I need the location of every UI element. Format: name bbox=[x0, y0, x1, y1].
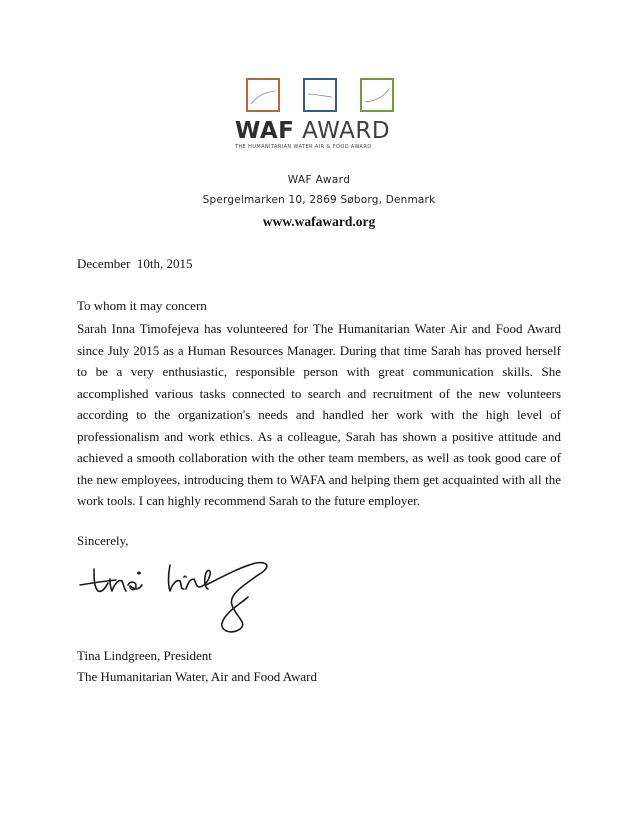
letter-closing: Sincerely, bbox=[77, 533, 129, 548]
logo-wordmark-bold: WAF bbox=[235, 118, 295, 144]
letter-body: Sarah Inna Timofejeva has volunteered for The Humanitarian Water Air and Food Award since July 2015 as a Human Resources Manager. During that time Sarah has proved herself to be a very enthusiastic, responsible person with great communication skills. She accomplished various tasks connected to search and recruitment of the new volunteers according to the organization's needs and handled her work with the high level of professionalism and work ethics. As a colleague, Sarah has shown a positive attitude and achieved a smooth collaboration with the other team members, as well as took good care of the new employees, introducing them to WAFA and helping them get acquainted with all the work tools. I can highly recommend Sarah to the future employer. bbox=[77, 321, 561, 508]
handwritten-signature bbox=[72, 555, 282, 637]
organization-name: WAF Award bbox=[287, 174, 351, 186]
letter-salutation: To whom it may concern bbox=[77, 298, 207, 313]
organization-website: www.wafaward.org bbox=[262, 214, 376, 229]
logo-box-orange bbox=[246, 78, 280, 112]
logo-wordmark-light: AWARD bbox=[302, 118, 391, 144]
logo-box-blue bbox=[303, 78, 337, 112]
letter-date: December 10th, 2015 bbox=[77, 256, 193, 271]
signer-name: Tina Lindgreen, President bbox=[77, 648, 212, 663]
logo-wordmark bbox=[235, 120, 390, 143]
signer-organization: The Humanitarian Water, Air and Food Award bbox=[77, 669, 317, 684]
logo-box-green bbox=[360, 78, 394, 112]
logo-boxes bbox=[246, 78, 396, 114]
curve-icon bbox=[248, 80, 278, 110]
waf-award-logo bbox=[230, 70, 410, 160]
organization-address: Spergelmarken 10, 2869 Søborg, Denmark bbox=[202, 194, 436, 206]
curve-icon bbox=[362, 80, 392, 110]
logo-tagline: THE HUMANITARIAN WATER AIR & FOOD AWARD bbox=[235, 144, 372, 150]
wave-icon bbox=[305, 80, 335, 110]
